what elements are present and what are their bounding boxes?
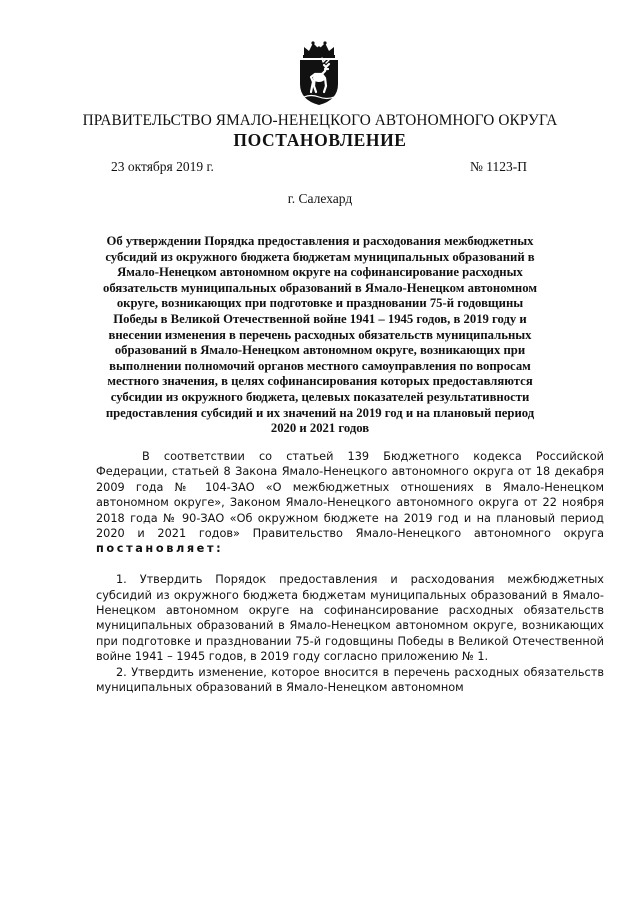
item-1-paragraph: 1. Утвердить Порядок предоставления и расходования межбюджетных субсидий из окружного бюджета бюджетам муниципальных образований в Ямало-Ненецком автономном округе на софинансирование расходных обязательств муниципальных образований в Ямало-Ненецком автономном округе, возникающих при подготовке и праздновании 75-й годовщины Победы в Великой Отечественной войне 1941 – 1945 годов, в 2019 году согласно приложению № 1. [96,573,604,664]
government-title: ПРАВИТЕЛЬСТВО ЯМАЛО-НЕНЕЦКОГО АВТОНОМНОГО ОКРУГА [82,112,558,129]
document-type-heading: ПОСТАНОВЛЕНИЕ [233,130,407,150]
preamble-text: В соответствии со статьей 139 Бюджетного кодекса Российской Федерации, статьей 8 Закона Ямало-Ненецкого автономного округа от 18 декабря 2009 года № 104-ЗАО «О межбюджетных отношениях в Ямало-Ненецком автономном округе», Законом Ямало-Ненецкого автономного округа от 22 ноября 2018 года № 90-ЗАО «Об окружном бюджете на 2019 год и на плановый период 2020 и 2021 годов» Правительство Ямало-Ненецкого автономного округа [96,450,604,541]
preamble-paragraph [96,449,604,557]
resolves-word: постановляет: [96,542,224,556]
item-2-paragraph: 2. Утвердить изменение, которое вносится в перечень расходных обязательств муниципальных образований в Ямало-Ненецком автономном [96,665,604,695]
document-body [96,449,604,695]
document-date: 23 октября 2019 г. [111,159,214,174]
document-number: № 1123-П [470,159,527,174]
coat-of-arms-icon [296,40,342,106]
document-subject: Об утверждении Порядка предоставления и расходования межбюджетных субсидий из окружного бюджета бюджетам муниципальных образований в Ямало-Ненецком автономном округе на софинансирование расходных обязательств муниципальных образований в Ямало-Ненецком автономном округе, возникающих при подготовке и праздновании 75-й годовщины Победы в Великой Отечественной войне 1941 – 1945 годов, в 2019 году и внесении изменения в перечень расходных обязательств муниципальных образований в Ямало-Ненецком автономном округе, возникающих при выполнении полномочий органов местного самоуправления по вопросам местного значения, в целях софинансирования которых предоставляются субсидии из окружного бюджета, целевых показателей результативности предоставления субсидий и их значений на 2019 год и на плановый период 2020 и 2021 годов [102,234,537,436]
document-city: г. Салехард [287,191,353,206]
